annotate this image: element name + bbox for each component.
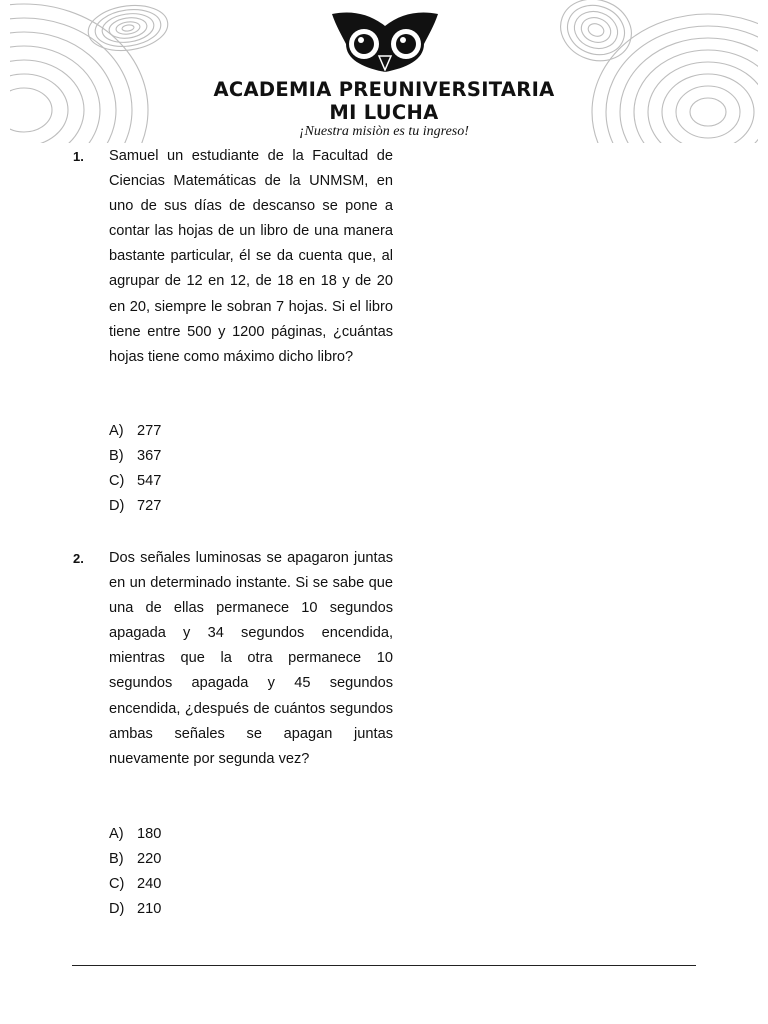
option-c	[109, 468, 161, 493]
option-letter: B)	[109, 850, 124, 867]
page-header	[10, 0, 758, 143]
brand-slogan: ¡Nuestra misiòn es tu ingreso!	[299, 124, 469, 139]
option-value: 547	[137, 472, 162, 489]
option-letter: A)	[109, 825, 124, 842]
option-letter: C)	[109, 875, 125, 892]
option-value: 277	[137, 422, 162, 439]
option-value: 210	[137, 900, 162, 917]
option-value: 220	[137, 850, 162, 867]
question-text: Samuel un estudiante de la Facultad de Ciencias Matemáticas de la UNMSM, en uno de sus días de descanso se pone a contar las hojas de un libro de una manera bastante particular, él se da cuenta que, al agrupar de 12 en 12, de 18 en 18 y de 20 en 20, siempre le sobran 7 hojas. Si el libro tiene entre 500 y 1200 páginas, ¿cuántas hojas tiene como máximo dicho libro?	[109, 148, 393, 365]
question-2-options	[109, 821, 161, 921]
option-d	[109, 493, 161, 518]
footer-divider	[72, 965, 696, 966]
question-text: Dos señales luminosas se apagaron juntas en un determinado instante. Si se sabe que una de ellas permanece 10 segundos apagada y 34 segundos encendida, mientras que la otra permanece 10 segundos apagada y 45 segundos encendida, ¿después de cuántos segundos ambas señales se apagan juntas nuevamente por segunda vez?	[109, 550, 393, 767]
question-number: 1.	[73, 149, 84, 164]
option-d	[109, 896, 161, 921]
question-number: 2.	[73, 551, 84, 566]
owl-logo-icon	[330, 8, 440, 74]
option-b	[109, 443, 161, 468]
option-b	[109, 846, 161, 871]
option-a	[109, 821, 161, 846]
option-letter: A)	[109, 422, 124, 439]
option-value: 727	[137, 497, 162, 514]
option-letter: B)	[109, 447, 124, 464]
option-letter: C)	[109, 472, 125, 489]
brand-title-line1: ACADEMIA PREUNIVERSITARIA	[213, 78, 555, 101]
question-1-options	[109, 418, 161, 518]
option-letter: D)	[109, 497, 125, 514]
option-value: 180	[137, 825, 162, 842]
option-letter: D)	[109, 900, 125, 917]
option-value: 367	[137, 447, 162, 464]
brand-title-line2: MI LUCHA	[329, 101, 439, 124]
option-value: 240	[137, 875, 162, 892]
option-a	[109, 418, 161, 443]
option-c	[109, 871, 161, 896]
